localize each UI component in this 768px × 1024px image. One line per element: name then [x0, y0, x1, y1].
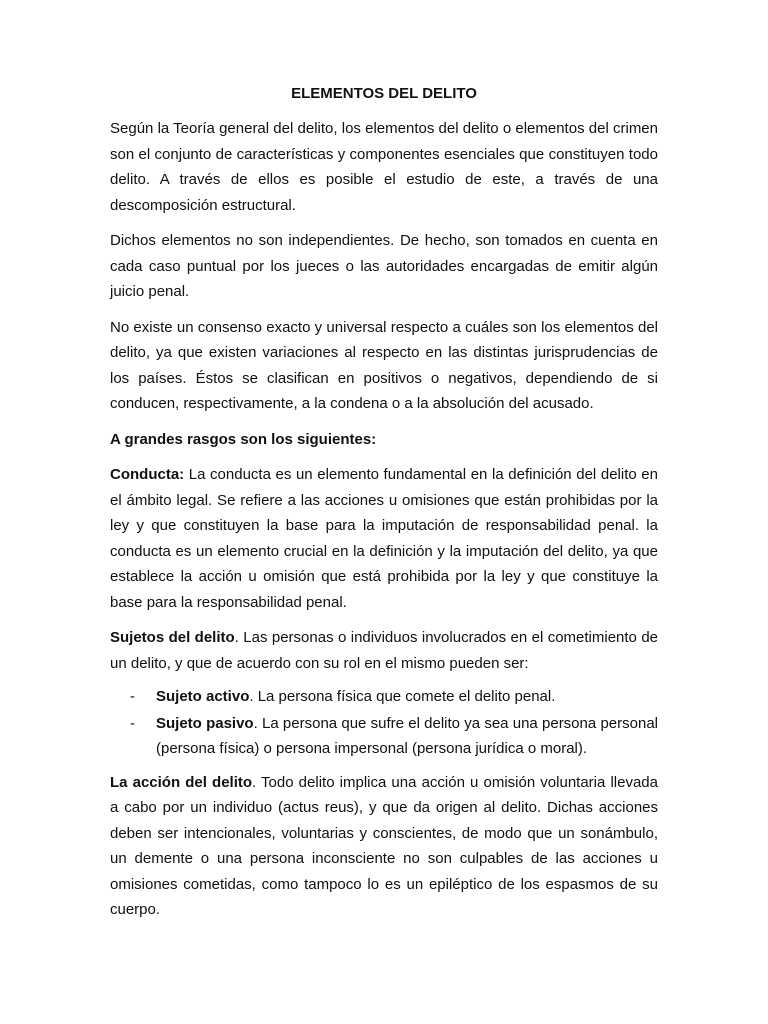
accion-term: La acción del delito: [110, 773, 253, 791]
list-dash: -: [130, 688, 135, 705]
sujeto-pasivo-text: . La persona que sufre el delito ya sea una persona personal (persona física) o persona impersonal (persona jurídica o moral).: [156, 714, 658, 757]
sujeto-activo-term: Sujeto activo: [156, 688, 250, 705]
paragraph-intro: Según la Teoría general del delito, los elementos del delito o elementos del crimen son el conjunto de características y componentes esenciales que constituyen todo delito. A través de ellos es posible el estudio de este, a través de una descomposición estructural.: [110, 120, 658, 214]
paragraph-accion: [110, 770, 658, 923]
rasgos-heading: A grandes rasgos son los siguientes:: [110, 430, 377, 448]
paragraph-independence: Dichos elementos no son independientes. De hecho, son tomados en cuenta en cada caso puntual por los jueces o las autoridades encargadas de emitir algún juicio penal.: [110, 232, 658, 300]
paragraph-sujetos: [110, 625, 658, 676]
document-page: [110, 84, 658, 933]
sujeto-pasivo-term: Sujeto pasivo: [156, 714, 254, 732]
list-item-sujeto-pasivo: [110, 711, 658, 762]
sujetos-term: Sujetos del delito: [110, 629, 235, 646]
conducta-term: Conducta:: [110, 466, 185, 483]
sujetos-list: [110, 684, 658, 762]
paragraph-conducta: [110, 462, 658, 615]
sujeto-activo-text: . La persona física que comete el delito penal.: [249, 688, 556, 705]
list-item-sujeto-activo: [110, 684, 658, 710]
accion-text: . Todo delito implica una acción u omisión voluntaria llevada a cabo por un individuo (actus reus), y que da origen al delito. Dichas acciones deben ser intencionales, voluntarias y conscientes, de modo que un sonámbulo, un demente o una persona inconsciente no son culpables de las acciones u omisiones cometidas, como tampoco lo es un epiléptico de los espasmos de su cuerpo.: [110, 773, 658, 918]
sujetos-text: . Las personas o individuos involucrados en el cometimiento de un delito, y que de acuerdo con su rol en el mismo pueden ser:: [110, 629, 659, 672]
list-dash: -: [130, 714, 135, 732]
conducta-text: La conducta es un elemento fundamental en la definición del delito en el ámbito legal. Se refiere a las acciones u omisiones que están prohibidas por la ley y que constituyen la base para la imputación de responsabilidad penal. la conducta es un elemento crucial en la definición y la imputación del delito, ya que establece la acción u omisión que está prohibida por la ley y que constituye la base para la responsabilidad penal.: [110, 466, 658, 611]
document-title: ELEMENTOS DEL DELITO: [291, 85, 477, 102]
paragraph-consensus: No existe un consenso exacto y universal respecto a cuáles son los elementos del delito, ya que existen variaciones al respecto en las distintas jurisprudencias de los países. Éstos se clasifican en positivos o negativos, dependiendo de si conducen, respectivamente, a la condena o a la absolución del acusado.: [110, 318, 658, 412]
